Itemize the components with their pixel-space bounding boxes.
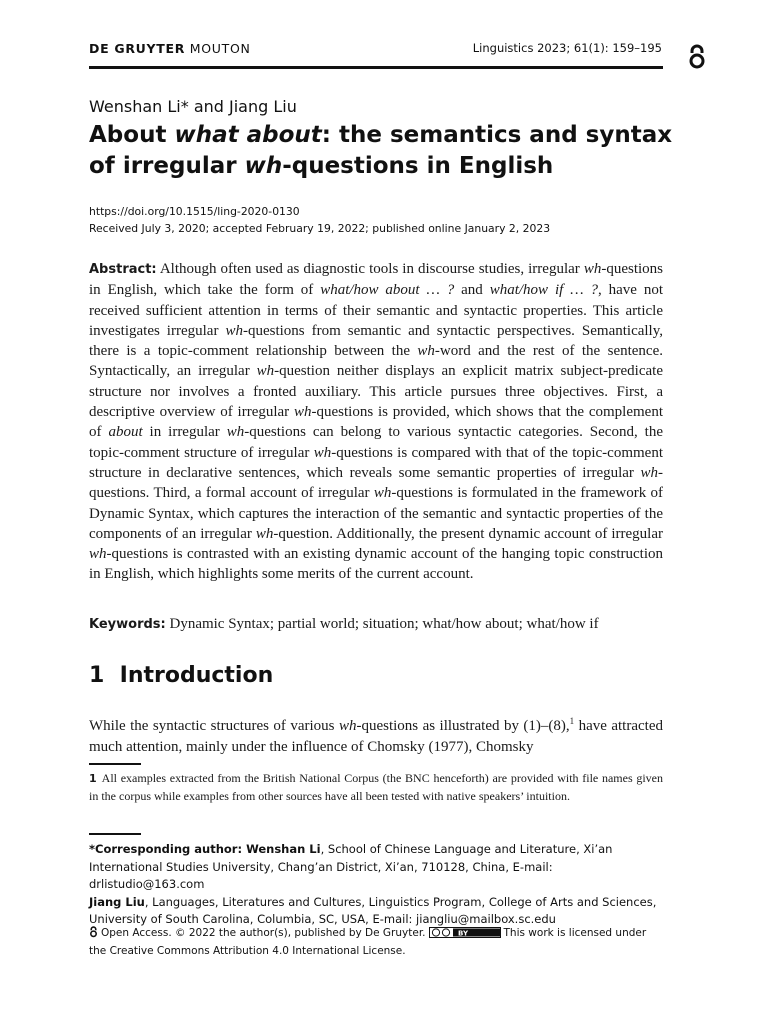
cc-by-label: BY [457,929,468,938]
keywords [89,616,679,633]
section-heading [89,663,273,688]
corresponding-author-text: , School of Chinese Language and Literature, Xi’an International Studies University, Chang’an District, Xi’an, 710128, China, E-mail: drlistudio@163.com [89,842,613,891]
title-segment: -questions in English [282,153,554,179]
abstract-text: -questions. Third, a formal account of irregular [89,464,663,502]
abstract-text: and [454,282,490,299]
abstract-text: -questions can belong to various syntactic categories. Second, the topic-comment structure of irregular [89,424,663,461]
open-access-icon [89,926,98,944]
keywords-label: Keywords: [89,617,166,632]
publication-dates: Received July 3, 2020; accepted February 19, 2022; published online January 2, 2023 [89,222,551,235]
article-title [89,120,689,182]
abstract-italic: wh [255,525,274,542]
abstract-text: Although often used as diagnostic tools in discourse studies, irregular [156,261,584,277]
abstract-text: -word and the rest of the sentence. Syntactically, an irregular [89,343,663,380]
footnote-ref[interactable]: 1 [569,716,575,726]
abstract-text: -questions in English, which take the form of [89,261,663,299]
intro-text: have attracted much attention, mainly under the influence of Chomsky (1977), Chomsky [89,718,663,755]
intro-text: -questions as illustrated by (1)–(8), [356,718,570,734]
intro-italic: wh [338,718,357,734]
title-segment-italic: wh [244,153,283,179]
title-segment-italic: what about [174,122,322,148]
abstract-italic: wh [583,261,602,277]
title-segment: About [89,122,175,148]
abstract-text: -question. Additionally, the present dynamic account of irregular [273,525,663,542]
abstract-text: -questions is compared with that of the topic-comment structure in declarative sentences, which reveals some semantic properties of irregular [89,444,663,481]
abstract-italic: wh [226,424,245,441]
abstract-text: -questions is provided, which shows that the complement of [89,404,664,441]
abstract-italic: wh [89,546,107,563]
abstract-italic: what/how if … ? [489,282,598,299]
title-segment: : the semantics and syntax [321,122,673,148]
abstract [89,259,663,585]
section-number: 1 [89,663,105,688]
abstract-text: in irregular [142,424,227,441]
publisher-name [89,41,251,56]
correspondence [89,841,663,929]
abstract-label: Abstract: [89,262,157,277]
publisher-rest: MOUTON [189,41,251,56]
abstract-text: , have not received sufficient attention in terms of their semantic and syntactic properties. This article investigates irregular [89,282,663,339]
intro-text: While the syntactic structures of various [89,718,339,734]
footnote-rule [89,763,141,765]
abstract-body [89,261,663,582]
doi-link[interactable]: https://doi.org/10.1515/ling-2020-0130 [89,205,300,218]
corresponding-author-label: *Corresponding author: Wenshan Li [89,842,321,856]
running-header [89,40,662,60]
abstract-italic: wh [256,363,275,380]
journal-citation: Linguistics 2023; 61(1): 159–195 [472,41,662,55]
correspondence-rule [89,833,141,835]
abstract-italic: wh [417,343,435,360]
license-note [89,926,663,959]
abstract-italic: wh [313,444,332,461]
abstract-text: -question neither displays an explicit matrix subject-predicate structure nor involves a fronted auxiliary. This article pursues three objectives. First, a descriptive overview of irregular [89,363,663,421]
publisher-bold: DE GRUYTER [89,41,186,56]
footnote [89,770,663,805]
authors: Wenshan Li* and Jiang Liu [89,97,297,116]
header-rule [89,66,663,69]
license-text: This work is licensed under the Creative Commons Attribution 4.0 International License. [89,927,647,957]
abstract-italic: wh [640,464,658,481]
abstract-italic: wh [373,485,392,502]
abstract-italic: wh [293,404,312,421]
footnote-text: All examples extracted from the British National Corpus (the BNC henceforth) are provided with file names given in the corpus while examples from other sources have all been tested with native speakers’ intuition. [89,771,663,803]
abstract-text: -questions is contrasted with an existing dynamic account of the hanging topic construction in English, which highlights some merits of the current account. [89,546,663,583]
abstract-text: -questions from semantic and syntactic perspectives. Semantically, there is a topic-comment relationship between the [89,322,663,360]
open-access-icon [687,44,707,75]
section-title: Introduction [119,663,274,688]
abstract-italic: wh [225,322,243,339]
coauthor-label: Jiang Liu [89,894,145,909]
license-text: Open Access. © 2022 the author(s), published by De Gruyter. [101,927,426,939]
cc-by-badge-icon[interactable] [429,927,501,938]
abstract-italic: about [108,424,143,441]
keywords-text: Dynamic Syntax; partial world; situation; what/how about; what/how if [165,616,599,632]
intro-paragraph [89,711,663,757]
title-segment: of irregular [89,153,245,179]
footnote-number: 1 [89,772,97,785]
abstract-italic: what/how about … ? [320,282,455,299]
abstract-text: -questions is formulated in the framework of Dynamic Syntax, which captures the interaction of the semantic and syntactic properties of the components of an irregular [89,485,664,542]
coauthor-text: , Languages, Literatures and Cultures, Linguistics Program, College of Arts and Sciences, University of South Carolina, Columbia, SC, USA, E-mail: jiangliu@mailbox.sc.edu [89,894,657,926]
